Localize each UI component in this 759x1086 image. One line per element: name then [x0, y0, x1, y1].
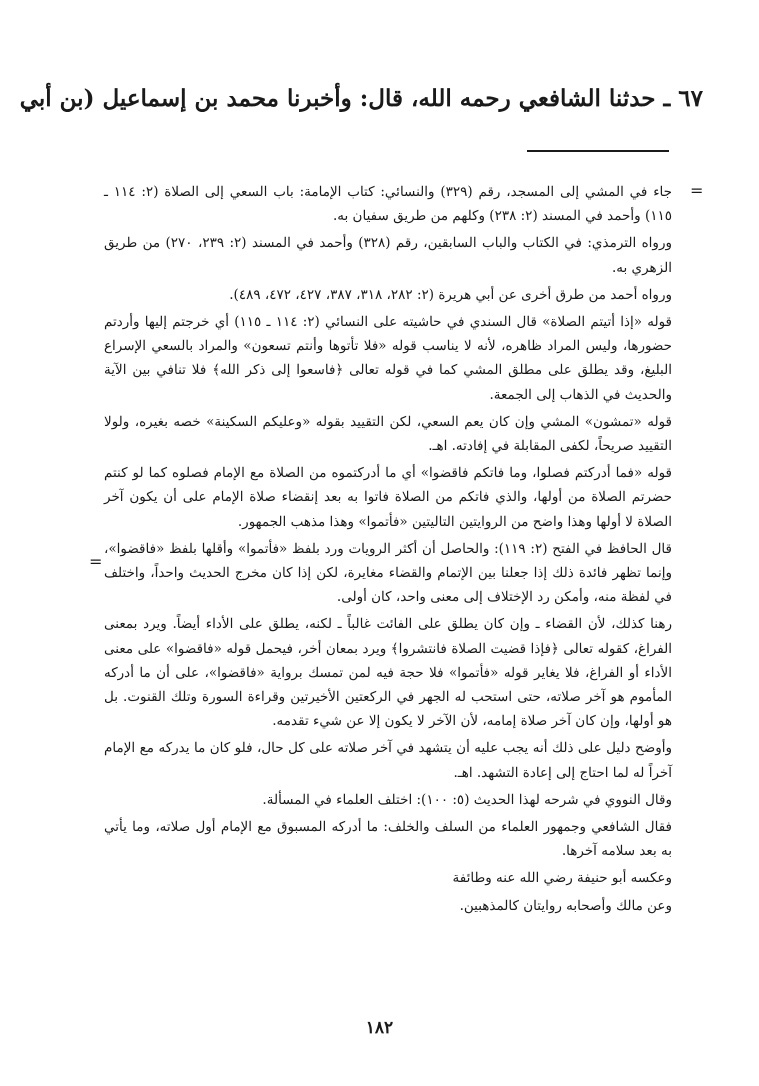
footnote-paragraph: وعن مالك وأصحابه روايتان كالمذهبين.	[459, 897, 672, 914]
footnote-paragraph: ورواه أحمد من طرق أخرى عن أبي هريرة (٢: ٢٨٢، ٣١٨، ٣٨٧، ٤٢٧، ٤٧٢، ٤٨٩).	[229, 286, 672, 303]
footnotes-block	[104, 180, 672, 921]
continuation-marker-top: =	[690, 181, 704, 200]
footnote-paragraph: وعكسه أبو حنيفة رضي الله عنه وطائفة	[452, 870, 672, 887]
footnote-separator-line	[527, 150, 669, 152]
footnote-paragraph: جاء في المشي إلى المسجد، رقم (٣٢٩) والنسائي: كتاب الإمامة: باب السعي إلى الصلاة (٢: ١١٤ ـ ١١٥) وأحمد في المسند (٢: ٢٣٨) وكلهم من طريق سفيان به.	[104, 184, 672, 225]
footnote-paragraph: قوله «تمشون» المشي وإن كان يعم السعي، لكن التقييد بقوله «وعليكم السكينة» خصه بغيره، ولولا التقييد صريحاً، لكفى المقابلة في إفادته. اهـ.	[104, 413, 672, 455]
footnote-paragraph: ورواه الترمذي: في الكتاب والباب السابقين، رقم (٣٢٨) وأحمد في المسند (٢: ٢٣٩، ٢٧٠) من طريق الزهري به.	[104, 235, 672, 276]
footnote-paragraph: رهنا كذلك، لأن القضاء ـ وإن كان يطلق على الفائت غالباً ـ لكنه، يطلق على الأداء أيضاً. ويرد بمعنى الفراغ، كقوله تعالى ﴿فإذا قضيت الصلاة فانتشروا﴾ ويرد بمعان أخر، فيحمل قوله «فاقضوا» على معنى الأداء أو الفراغ، فلا يغاير قوله «فأتموا» فلا حجة فيه لمن تمسك برواية «فاقضوا»، على أن ما أدركه المأموم هو آخر صلاته، حتى استحب له الجهر في الركعتين الأخيرتين وقراءة السورة وتلك القنوت. بل هو أولها، وإن كان آخر صلاة إمامه، لأن الآخر لا يكون إلا عن شيء تقدمه.	[104, 616, 672, 730]
footnote-paragraph: قوله «إذا أتيتم الصلاة» قال السندي في حاشيته على النسائي (٢: ١١٤ ـ ١١٥) أي خرجتم إليها وأردتم حضورها، وليس المراد ظاهره، لأنه لا يناسب قوله «فلا تأتوها وأنتم تسعون» والمراد بالسعي الإسراع البليغ، وقد يطلق على مطلق المشي كما في قوله تعالى ﴿فاسعوا إلى ذكر الله﴾ فلا تنافي بين الآية والحديث في الذهاب إلى الجمعة.	[104, 314, 672, 403]
continuation-marker-bottom: =	[89, 552, 103, 571]
footnote-paragraph: قوله «فما أدركتم فصلوا، وما فاتكم فاقضوا» أي ما أدركتموه من الصلاة مع الإمام فصلوه كما لو كنتم حضرتم الصلاة من أولها، والذي فاتكم من الصلاة فاتوا به بعد إنقضاء صلاة الإمام على أن يكون آخر الصلاة لا أولها وهذا واضح من الروايتين التاليتين «فأتموا» وهذا مذهب الجمهور.	[104, 465, 672, 530]
page-number: ١٨٢	[365, 1018, 394, 1038]
footnote-paragraph: قال الحافظ في الفتح (٢: ١١٩): والحاصل أن أكثر الرويات ورد بلفظ «فأتموا» وأقلها بلفظ «فاقضوا»، وإنما تظهر فائدة ذلك إذا جعلنا بين الإتمام والقضاء مغايرة، لكن إذا كان مخرج الحديث واحداً، واختلف في لفظة منه، وأمكن رد الإختلاف إلى معنى واحد، كان أولى.	[104, 540, 672, 606]
footnote-paragraph: فقال الشافعي وجمهور العلماء من السلف والخلف: ما أدركه المسبوق مع الإمام أول صلاته، وما يأتي به بعد سلامه آخرها.	[104, 819, 672, 860]
hadith-heading: ٦٧ ـ حدثنا الشافعي رحمه الله، قال: وأخبرنا محمد بن إسماعيل (بن أبي	[19, 85, 703, 112]
footnote-paragraph: وأوضح دليل على ذلك أنه يجب عليه أن يتشهد في آخر صلاته على كل حال، فلو كان ما يدركه مع الإمام آخراً له لما احتاج إلى إعادة التشهد. اهـ.	[104, 740, 672, 781]
footnote-paragraph: وقال النووي في شرحه لهذا الحديث (٥: ١٠٠): اختلف العلماء في المسألة.	[262, 791, 672, 808]
